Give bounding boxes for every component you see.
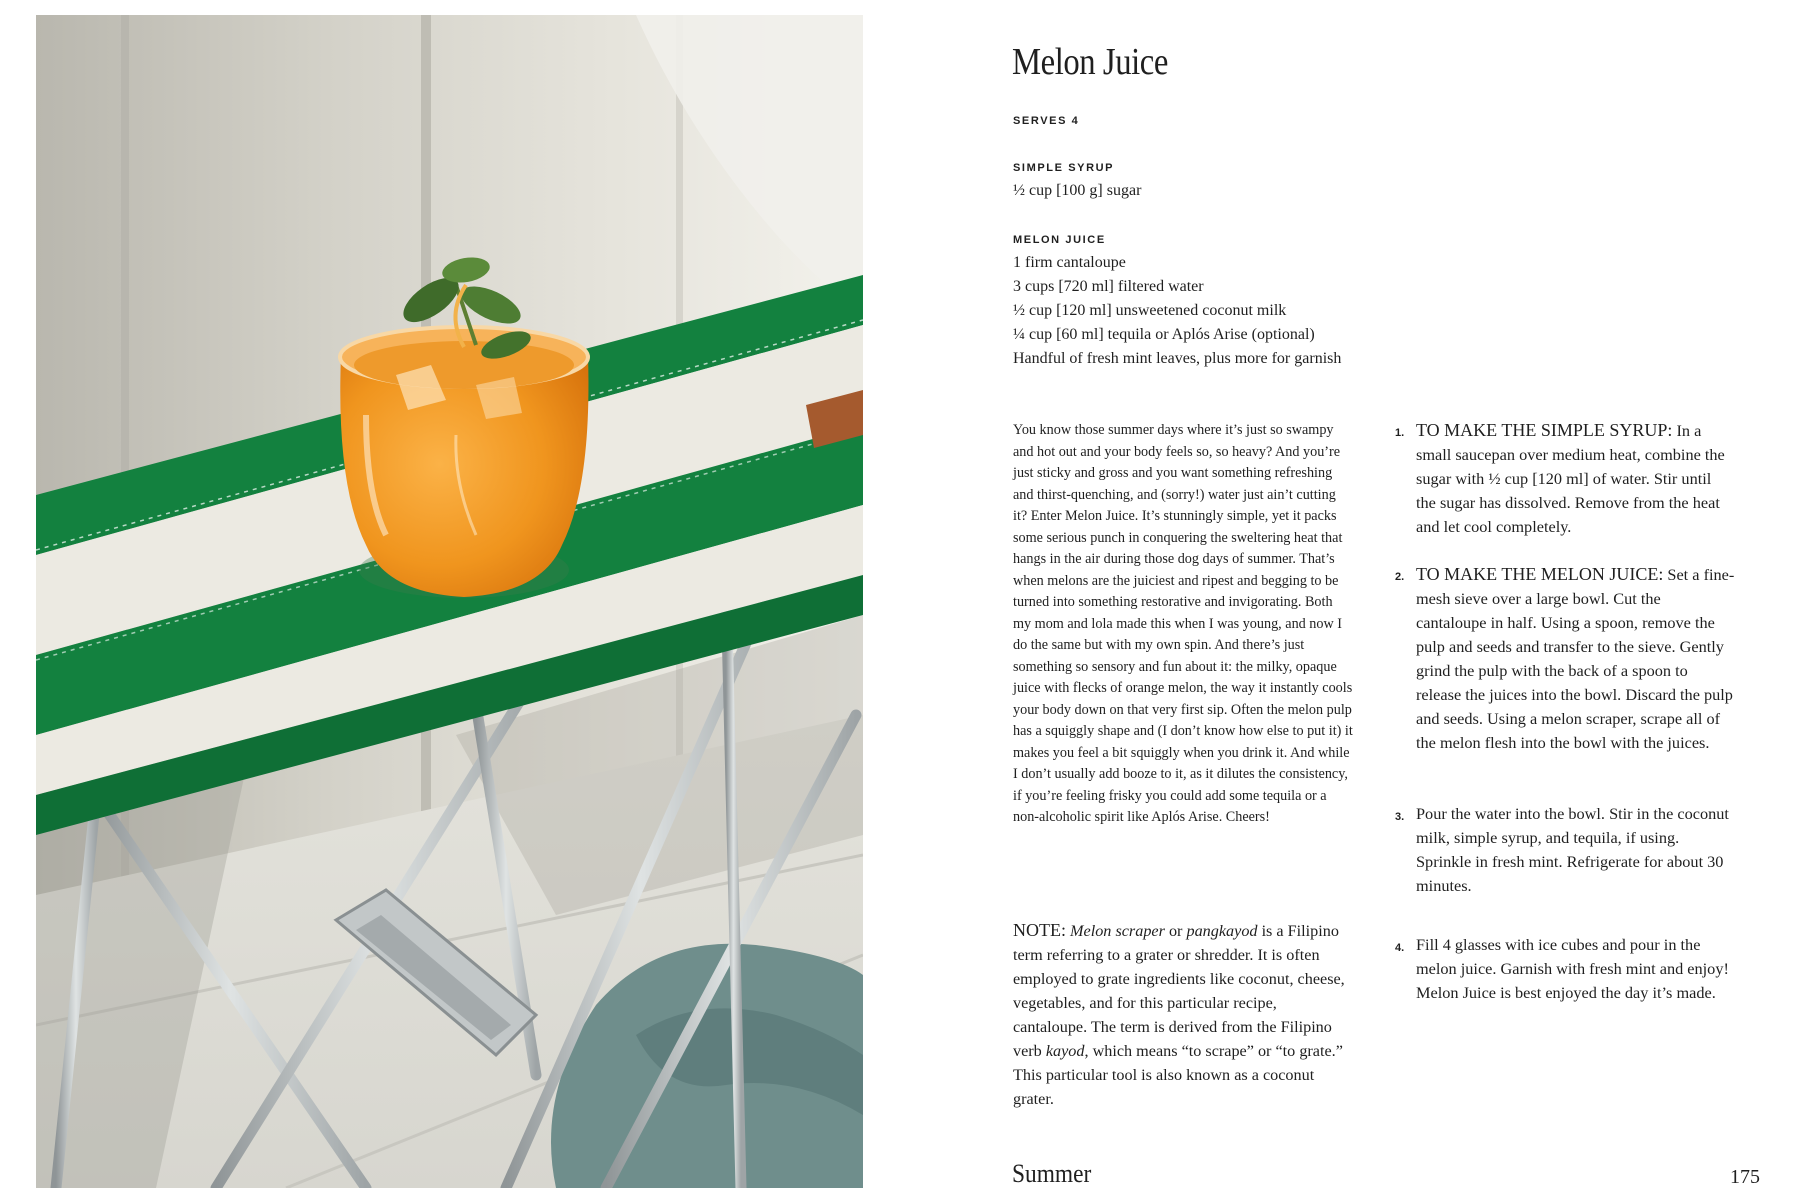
ingredient-item: ½ cup [100 g] sugar	[1013, 182, 1142, 199]
method-step	[1395, 418, 1735, 539]
step-number: 3.	[1395, 811, 1405, 823]
step-number: 1.	[1395, 427, 1405, 439]
ingredient-item: Handful of fresh mint leaves, plus more for garnish	[1013, 350, 1342, 367]
step-text: Set a fine-mesh sieve over a large bowl. Cut the cantaloupe in half. Using a spoon, remove the pulp and seeds and transfer to the sieve. Gently grind the pulp with the back of a spoon to release the juices into the bowl. Discard the pulp and seeds. Using a melon scraper, scrape all of the melon flesh into the bowl with the juices.	[1416, 565, 1735, 752]
page-number: 175	[1730, 1166, 1760, 1188]
note-lead: NOTE:	[1013, 920, 1066, 940]
recipe-title: Melon Juice	[1012, 41, 1168, 83]
note-text: , which means “to scrape” or “to grate.” This particular tool is also known as a coconut grater.	[1013, 1042, 1343, 1108]
simple-syrup-heading: SIMPLE SYRUP	[1013, 162, 1115, 174]
simple-syrup-ingredients	[1013, 162, 1413, 203]
recipe-photo	[36, 15, 863, 1188]
note-emphasis: Melon scraper	[1070, 922, 1165, 940]
serves-label: SERVES 4	[1013, 115, 1080, 127]
method-steps	[1395, 418, 1735, 1005]
method-step	[1395, 933, 1735, 1005]
melon-juice-heading: MELON JUICE	[1013, 234, 1106, 246]
step-text: Pour the water into the bowl. Stir in the coconut milk, simple syrup, and tequila, if using. Sprinkle in fresh mint. Refrigerate for about 30 minutes.	[1416, 804, 1729, 895]
step-number: 4.	[1395, 942, 1405, 954]
note-emphasis: pangkayod	[1186, 922, 1258, 940]
note-text: is a Filipino term referring to a grater or shredder. It is often employed to grate ingredients like coconut, cheese, vegetables, and for this particular recipe, cantaloupe. The term is derived from the Filipino verb	[1013, 922, 1345, 1060]
recipe-note	[1013, 918, 1353, 1111]
step-text: Fill 4 glasses with ice cubes and pour in the melon juice. Garnish with fresh mint and enjoy! Melon Juice is best enjoyed the day it’s made.	[1416, 935, 1729, 1002]
melon-juice-photo-illustration	[36, 15, 863, 1188]
ingredient-item: ¼ cup [60 ml] tequila or Aplós Arise (optional)	[1013, 326, 1315, 343]
melon-juice-ingredients	[1013, 234, 1413, 371]
section-name: Summer	[1012, 1159, 1092, 1188]
ingredient-item: 3 cups [720 ml] filtered water	[1013, 278, 1204, 295]
method-step	[1395, 562, 1735, 755]
note-emphasis: kayod	[1045, 1042, 1085, 1060]
step-heading: TO MAKE THE SIMPLE SYRUP:	[1416, 420, 1673, 440]
step-heading: TO MAKE THE MELON JUICE:	[1416, 564, 1664, 584]
ingredient-item: 1 firm cantaloupe	[1013, 254, 1126, 271]
step-text: In a small saucepan over medium heat, combine the sugar with ½ cup [120 ml] of water. Stir until the sugar has dissolved. Remove from the heat and let cool completely.	[1416, 421, 1725, 536]
recipe-introduction: You know those summer days where it’s just so swampy and hot out and your body feels so, so heavy? And you’re just sticky and gross and you want something refreshing and thirst-quenching, and (sorry!) water just ain’t cutting it? Enter Melon Juice. It’s stunningly simple, yet it packs some serious punch in conquering the sweltering heat that hangs in the air during those dog days of summer. That’s when melons are the juiciest and ripest and begging to be turned into something restorative and invigorating. Both my mom and lola made this when I was young, and now I do the same but with my own spin. And there’s just something so sensory and fun about it: the milky, opaque juice with flecks of orange melon, the way it instantly cools your body down on that very first sip. Often the melon pulp has a squiggly shape and (I don’t know how else to put it) it makes you feel a bit squiggly when you drink it. And while I don’t usually add booze to it, as it dilutes the consistency, if you’re feeling frisky you could add some tequila or a non-alcoholic spirit like Aplós Arise. Cheers!	[1013, 422, 1353, 825]
step-number: 2.	[1395, 571, 1405, 583]
method-step	[1395, 802, 1735, 898]
note-text: or	[1164, 922, 1187, 940]
ingredient-item: ½ cup [120 ml] unsweetened coconut milk	[1013, 302, 1287, 319]
